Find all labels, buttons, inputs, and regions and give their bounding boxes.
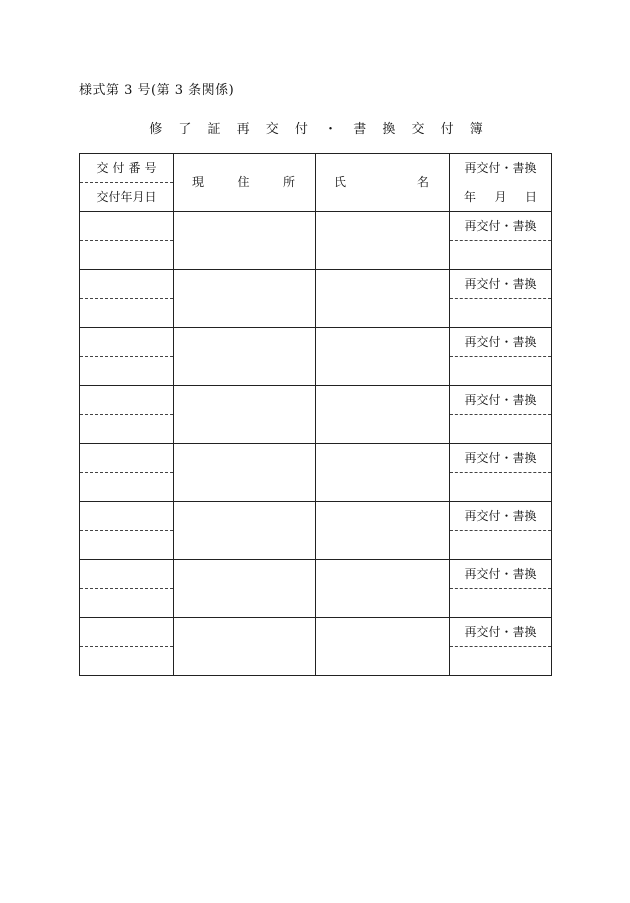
form-number-label: 様式第 3 号(第 3 条関係): [79, 83, 235, 98]
address-field[interactable]: [174, 270, 316, 328]
header-name-char: 氏: [334, 175, 347, 189]
reissue-date-field[interactable]: [450, 647, 551, 675]
issue-number-field[interactable]: [80, 618, 173, 647]
reissue-date-field[interactable]: [450, 415, 551, 443]
reissue-label: 再交付・書換: [450, 502, 551, 531]
header-name-cell: [316, 154, 450, 212]
issue-number-date-cell[interactable]: [80, 328, 174, 386]
header-date-char: 日: [524, 190, 537, 204]
reissue-label: 再交付・書換: [450, 618, 551, 647]
issue-number-field[interactable]: [80, 386, 173, 415]
issue-number-field[interactable]: [80, 560, 173, 589]
reissue-label: 再交付・書換: [450, 270, 551, 299]
reissue-date-field[interactable]: [450, 299, 551, 327]
header-reissue-date: [450, 183, 551, 211]
address-field[interactable]: [174, 560, 316, 618]
issue-date-field[interactable]: [80, 473, 173, 501]
reissue-cell: [450, 444, 552, 502]
reissue-cell: [450, 212, 552, 270]
issue-number-field[interactable]: [80, 502, 173, 531]
issue-number-date-cell[interactable]: [80, 444, 174, 502]
address-field[interactable]: [174, 444, 316, 502]
issue-date-field[interactable]: [80, 589, 173, 617]
issue-number-date-cell[interactable]: [80, 560, 174, 618]
reissue-label: 再交付・書換: [450, 386, 551, 415]
issue-date-field[interactable]: [80, 531, 173, 559]
name-field[interactable]: [316, 328, 450, 386]
document-title: 修 了 証 再 交 付 ・ 書 換 交 付 簿: [149, 122, 489, 137]
issue-number-field[interactable]: [80, 444, 173, 473]
address-field[interactable]: [174, 502, 316, 560]
name-field[interactable]: [316, 618, 450, 676]
issue-number-date-cell[interactable]: [80, 386, 174, 444]
reissue-date-field[interactable]: [450, 357, 551, 385]
issue-date-field[interactable]: [80, 415, 173, 443]
name-field[interactable]: [316, 560, 450, 618]
reissue-cell: [450, 560, 552, 618]
reissue-date-field[interactable]: [450, 473, 551, 501]
name-field[interactable]: [316, 502, 450, 560]
issue-date-field[interactable]: [80, 357, 173, 385]
reissue-register-table: [79, 153, 552, 676]
name-field[interactable]: [316, 386, 450, 444]
header-address-char: 住: [237, 175, 250, 189]
reissue-date-field[interactable]: [450, 241, 551, 269]
address-field[interactable]: [174, 386, 316, 444]
header-name-char: 名: [416, 175, 429, 189]
reissue-cell: [450, 618, 552, 676]
header-issue-date: 交付年月日: [96, 190, 157, 204]
table-row: [80, 444, 552, 502]
issue-number-date-cell[interactable]: [80, 212, 174, 270]
issue-date-field[interactable]: [80, 647, 173, 675]
issue-number-field[interactable]: [80, 212, 173, 241]
reissue-cell: [450, 270, 552, 328]
table-row: [80, 386, 552, 444]
address-field[interactable]: [174, 212, 316, 270]
table-row: [80, 560, 552, 618]
header-address-cell: [174, 154, 316, 212]
header-reissue-cell: [450, 154, 552, 212]
name-field[interactable]: [316, 444, 450, 502]
reissue-date-field[interactable]: [450, 589, 551, 617]
header-issue-number: 交付番号: [80, 154, 173, 183]
header-reissue-label: 再交付・書換: [464, 161, 537, 175]
reissue-cell: [450, 328, 552, 386]
name-field[interactable]: [316, 212, 450, 270]
issue-number-date-cell[interactable]: [80, 502, 174, 560]
reissue-cell: [450, 386, 552, 444]
issue-date-field[interactable]: [80, 299, 173, 327]
issue-number-field[interactable]: [80, 328, 173, 357]
reissue-label: 再交付・書換: [450, 212, 551, 241]
table-row: [80, 328, 552, 386]
issue-number-date-cell[interactable]: [80, 270, 174, 328]
name-field[interactable]: [316, 270, 450, 328]
table-row: [80, 618, 552, 676]
issue-date-field[interactable]: [80, 241, 173, 269]
issue-number-field[interactable]: [80, 270, 173, 299]
reissue-cell: [450, 502, 552, 560]
table-row: [80, 270, 552, 328]
reissue-label: 再交付・書換: [450, 560, 551, 589]
table-header-row: [80, 154, 552, 212]
header-address-char: 所: [282, 175, 295, 189]
reissue-date-field[interactable]: [450, 531, 551, 559]
reissue-label: 再交付・書換: [450, 444, 551, 473]
issue-number-date-cell[interactable]: [80, 618, 174, 676]
address-field[interactable]: [174, 618, 316, 676]
header-date-char: 月: [494, 190, 507, 204]
header-address-char: 現: [192, 175, 205, 189]
header-number-date-cell: [80, 154, 174, 212]
reissue-label: 再交付・書換: [450, 328, 551, 357]
table-row: [80, 212, 552, 270]
header-date-char: 年: [464, 190, 477, 204]
table-row: [80, 502, 552, 560]
address-field[interactable]: [174, 328, 316, 386]
